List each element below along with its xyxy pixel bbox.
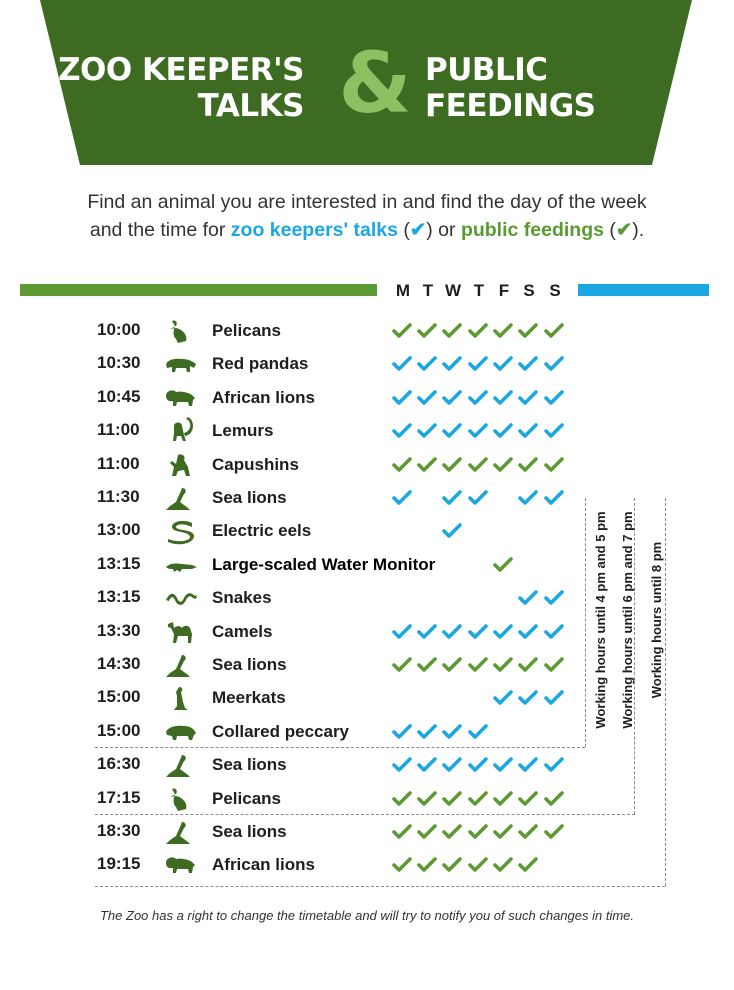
green-check-icon: ✔ <box>615 219 633 241</box>
blue-check-icon <box>468 489 488 507</box>
green-check-icon <box>518 823 538 841</box>
blue-check-icon <box>392 389 412 407</box>
row-time: 11:00 <box>97 420 140 440</box>
blue-check-icon <box>544 623 564 641</box>
table-row <box>0 449 734 482</box>
footer-note: The Zoo has a right to change the timetable and will try to notify you of such changes in time. <box>99 908 634 923</box>
green-check-icon <box>417 322 437 340</box>
talks-label: zoo keepers' talks <box>230 219 398 241</box>
blue-check-icon <box>392 623 412 641</box>
row-animal-name: Collared peccary <box>212 721 350 741</box>
blue-check-icon <box>392 489 412 507</box>
green-check-icon <box>493 656 513 674</box>
row-time: 13:00 <box>97 520 141 540</box>
day-letter: S <box>523 281 535 300</box>
green-check-icon <box>468 790 488 808</box>
blue-check-icon <box>493 422 513 440</box>
table-row <box>0 816 734 849</box>
table-row <box>0 315 734 348</box>
pelican-icon <box>164 785 198 813</box>
pelican-icon <box>164 317 198 345</box>
blue-check-icon <box>518 589 538 607</box>
title-left <box>44 52 304 124</box>
blue-check-icon: ✔ <box>409 219 427 241</box>
row-animal-name: Sea lions <box>212 655 287 674</box>
day-letter: W <box>444 281 462 300</box>
blue-check-icon <box>518 489 538 507</box>
blue-check-icon <box>417 422 437 440</box>
green-check-icon <box>417 790 437 808</box>
day-letter: S <box>549 281 561 300</box>
green-check-icon <box>392 456 412 474</box>
green-check-icon <box>544 656 564 674</box>
header-banner <box>40 0 692 165</box>
lion-icon <box>164 384 198 412</box>
working-hours-label-1: Working hours until 4 pm and 5 pm <box>593 511 608 729</box>
green-check-icon <box>544 322 564 340</box>
blue-check-icon <box>544 355 564 373</box>
row-animal-name: Sea lions <box>212 488 287 507</box>
title-right-line2: FEEDINGS <box>425 88 596 124</box>
lion-icon <box>164 851 198 879</box>
blue-check-icon <box>442 422 462 440</box>
blue-check-icon <box>493 623 513 641</box>
blue-check-icon <box>417 389 437 407</box>
row-time: 15:00 <box>97 687 141 707</box>
green-check-icon <box>493 322 513 340</box>
title-left-line1: ZOO KEEPER'S <box>58 52 304 88</box>
blue-check-icon <box>468 723 488 741</box>
green-check-icon <box>544 790 564 808</box>
table-row <box>0 348 734 381</box>
green-check-icon <box>392 823 412 841</box>
monitor-lizard-icon <box>164 551 198 579</box>
row-time: 18:30 <box>97 821 141 840</box>
green-check-icon <box>468 856 488 874</box>
blue-check-icon <box>493 355 513 373</box>
title-right <box>425 52 645 124</box>
separator-3 <box>95 886 665 887</box>
header-bar-blue <box>578 284 709 296</box>
day-letter: F <box>498 281 510 300</box>
green-check-icon <box>468 823 488 841</box>
row-animal-name: African lions <box>212 855 315 875</box>
row-animal-name: Sea lions <box>212 822 287 841</box>
green-check-icon <box>417 456 437 474</box>
red-panda-icon <box>164 350 198 378</box>
blue-check-icon <box>544 389 564 407</box>
green-check-icon <box>417 856 437 874</box>
blue-check-icon <box>417 756 437 774</box>
blue-check-icon <box>442 389 462 407</box>
camel-icon <box>164 618 198 646</box>
blue-check-icon <box>518 422 538 440</box>
blue-check-icon <box>442 489 462 507</box>
blue-check-icon <box>493 756 513 774</box>
row-animal-name: Lemurs <box>212 421 274 441</box>
blue-check-icon <box>544 489 564 507</box>
green-check-icon <box>442 856 462 874</box>
blue-check-icon <box>392 723 412 741</box>
green-check-icon <box>468 322 488 340</box>
row-animal-name: Capushins <box>212 454 299 474</box>
blue-check-icon <box>544 689 564 707</box>
header-bar-green <box>20 284 377 296</box>
intro-text <box>40 188 694 244</box>
paren-close-or: ) or <box>426 219 461 241</box>
row-time: 19:15 <box>97 854 141 874</box>
blue-check-icon <box>417 623 437 641</box>
intro-prefix: and the time for <box>89 219 231 241</box>
working-hours-label-3: Working hours until 8 pm <box>649 541 664 699</box>
sea-lion-icon <box>164 751 198 779</box>
row-animal-name: Snakes <box>212 588 272 608</box>
blue-check-icon <box>518 623 538 641</box>
intro-line1: Find an animal you are interested in and find the day of the week <box>87 191 647 213</box>
blue-check-icon <box>442 756 462 774</box>
row-time: 16:30 <box>97 754 141 774</box>
intro-line2 <box>40 216 694 244</box>
day-letter: M <box>395 281 411 300</box>
blue-check-icon <box>468 355 488 373</box>
eel-icon <box>164 517 198 545</box>
sea-lion-icon <box>164 818 198 846</box>
blue-check-icon <box>518 756 538 774</box>
working-hours-label-2: Working hours until 6 pm and 7 pm <box>620 511 635 729</box>
row-time: 17:15 <box>97 787 141 807</box>
green-check-icon <box>544 456 564 474</box>
green-check-icon <box>468 456 488 474</box>
green-check-icon <box>493 556 513 574</box>
green-check-icon <box>442 656 462 674</box>
meerkat-icon <box>164 684 198 712</box>
blue-check-icon <box>442 623 462 641</box>
green-check-icon <box>468 656 488 674</box>
green-check-icon <box>417 656 437 674</box>
blue-check-icon <box>544 756 564 774</box>
blue-check-icon <box>544 422 564 440</box>
blue-check-icon <box>417 355 437 373</box>
green-check-icon <box>518 456 538 474</box>
blue-check-icon <box>468 756 488 774</box>
separator-1 <box>95 747 585 748</box>
lemur-icon <box>164 417 198 445</box>
green-check-icon <box>417 823 437 841</box>
blue-check-icon <box>442 723 462 741</box>
row-time: 10:45 <box>97 386 141 406</box>
green-check-icon <box>442 456 462 474</box>
day-letter: T <box>473 281 485 300</box>
row-time: 11:30 <box>97 487 140 506</box>
blue-check-icon <box>392 756 412 774</box>
row-time: 13:15 <box>97 587 141 607</box>
feedings-label: public feedings <box>460 219 604 241</box>
row-time: 10:30 <box>97 353 141 373</box>
paren-open-2: ( <box>603 219 616 241</box>
blue-check-icon <box>518 389 538 407</box>
green-check-icon <box>493 823 513 841</box>
green-check-icon <box>518 656 538 674</box>
row-animal-name: Meerkats <box>212 688 286 708</box>
blue-check-icon <box>468 422 488 440</box>
blue-check-icon <box>392 355 412 373</box>
paren-open-1: ( <box>398 219 410 241</box>
row-animal-name: Sea lions <box>212 755 287 775</box>
capuchin-icon <box>164 451 198 479</box>
green-check-icon <box>544 823 564 841</box>
title-right-line1: PUBLIC <box>425 52 548 88</box>
row-animal-name: Camels <box>212 621 273 641</box>
blue-check-icon <box>518 355 538 373</box>
row-time: 11:00 <box>97 453 140 473</box>
row-animal-name: African lions <box>212 387 315 407</box>
day-letter: T <box>422 281 434 300</box>
blue-check-icon <box>442 522 462 540</box>
green-check-icon <box>518 322 538 340</box>
blue-check-icon <box>417 723 437 741</box>
bracket-1-vertical <box>585 498 586 747</box>
row-animal-name: Pelicans <box>212 788 281 808</box>
green-check-icon <box>442 322 462 340</box>
row-time: 10:00 <box>97 320 141 339</box>
green-check-icon <box>392 656 412 674</box>
blue-check-icon <box>493 689 513 707</box>
row-time: 13:15 <box>97 553 141 573</box>
blue-check-icon <box>544 589 564 607</box>
table-row <box>0 849 734 882</box>
blue-check-icon <box>442 355 462 373</box>
green-check-icon <box>518 856 538 874</box>
sea-lion-icon <box>164 651 198 679</box>
green-check-icon <box>392 856 412 874</box>
row-animal-name: Large-scaled Water Monitor <box>212 554 436 574</box>
green-check-icon <box>493 856 513 874</box>
row-time: 15:00 <box>97 720 141 740</box>
blue-check-icon <box>518 689 538 707</box>
sea-lion-icon <box>164 484 198 512</box>
row-animal-name: Pelicans <box>212 321 281 340</box>
green-check-icon <box>442 790 462 808</box>
table-row <box>0 415 734 448</box>
row-time: 13:30 <box>97 620 141 640</box>
separator-2 <box>95 814 635 815</box>
blue-check-icon <box>493 389 513 407</box>
blue-check-icon <box>392 422 412 440</box>
paren-close-end: ). <box>632 219 645 241</box>
green-check-icon <box>442 823 462 841</box>
peccary-icon <box>164 718 198 746</box>
snake-icon <box>164 584 198 612</box>
green-check-icon <box>493 456 513 474</box>
green-check-icon <box>392 322 412 340</box>
blue-check-icon <box>468 623 488 641</box>
row-animal-name: Electric eels <box>212 521 312 541</box>
green-check-icon <box>493 790 513 808</box>
green-check-icon <box>392 790 412 808</box>
table-row <box>0 749 734 782</box>
table-row <box>0 783 734 816</box>
blue-check-icon <box>468 389 488 407</box>
title-left-line2: TALKS <box>197 88 304 124</box>
row-animal-name: Red pandas <box>212 354 309 374</box>
green-check-icon <box>518 790 538 808</box>
row-time: 14:30 <box>97 654 141 673</box>
table-row <box>0 382 734 415</box>
ampersand: & <box>338 34 412 132</box>
